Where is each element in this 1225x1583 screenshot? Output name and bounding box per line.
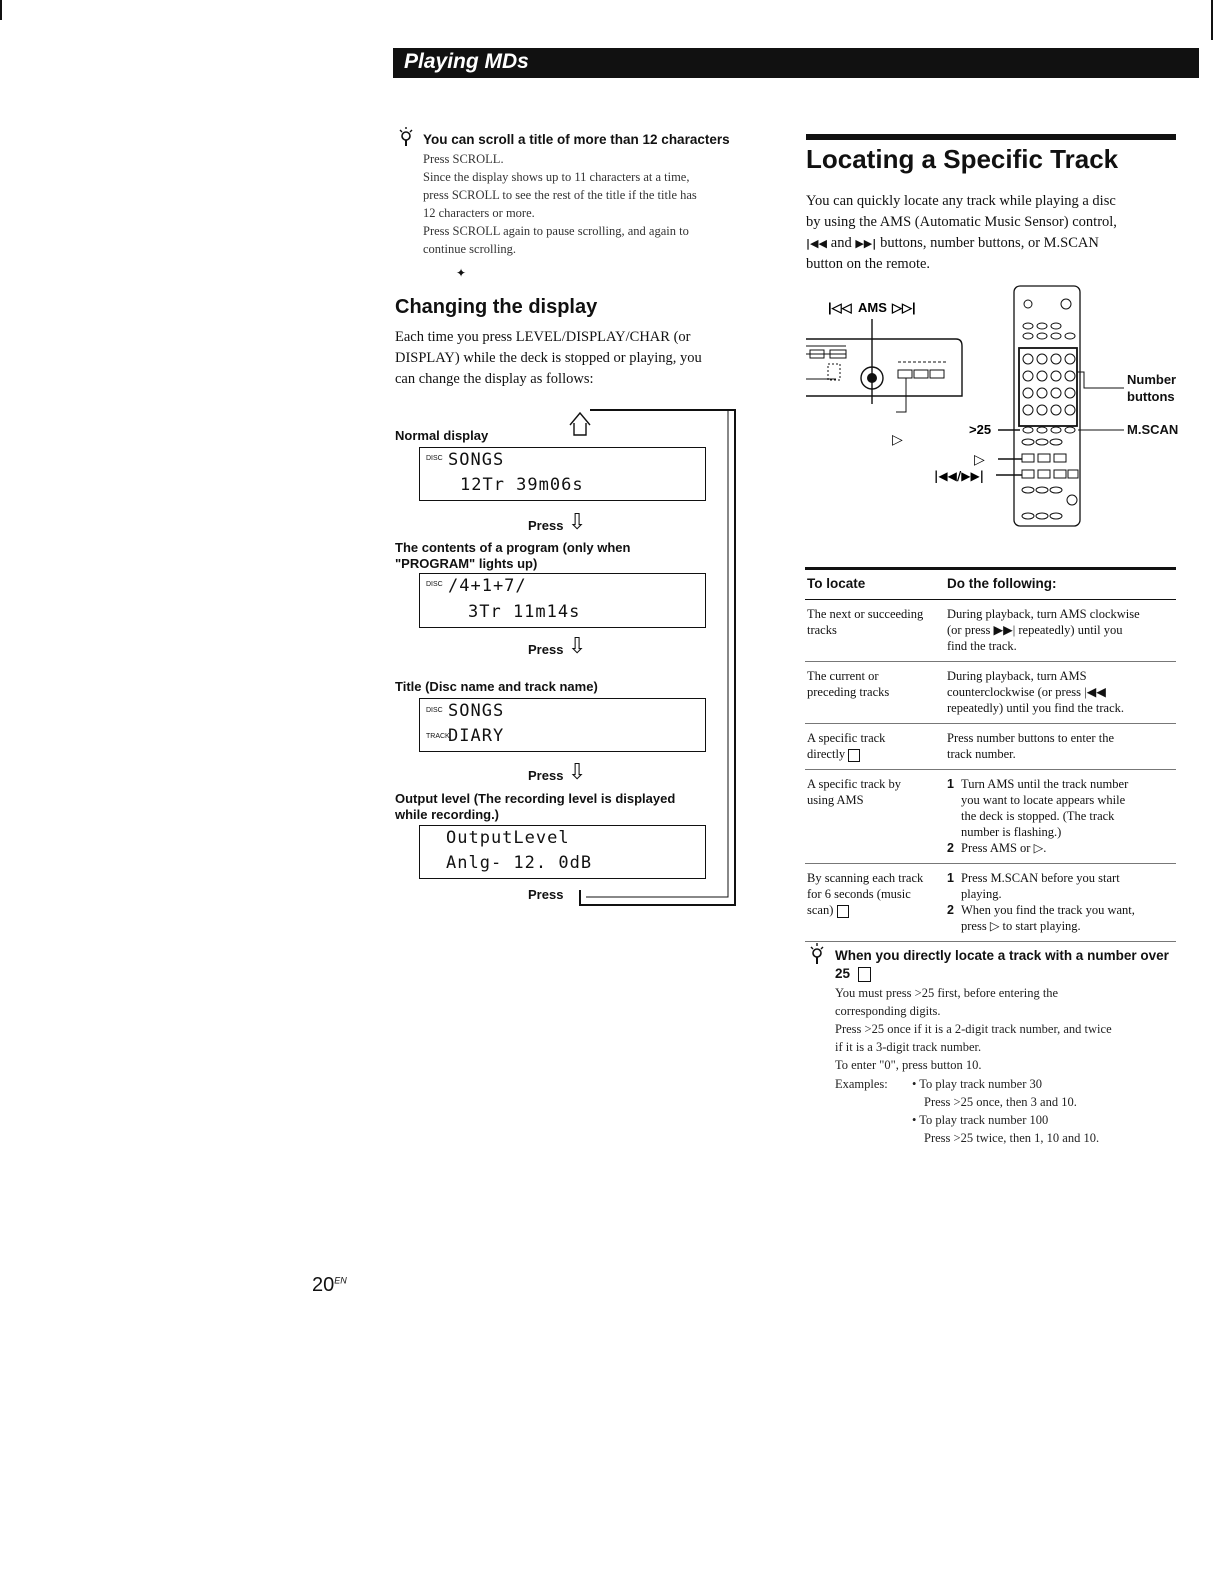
down-arrow-icon: ⇩ [568, 510, 587, 535]
examples-label: Examples: [835, 1077, 888, 1091]
step-label: Normal display [395, 428, 489, 443]
press-label: Press [528, 887, 564, 902]
page-edge-mark [1211, 0, 1213, 40]
lcd-display: DISC /4+1+7/ 3Tr 11m14s [419, 573, 706, 628]
svg-text:AMS: AMS [858, 300, 887, 315]
table-row: By scanning each track for 6 seconds (music scan) 1 Press M.SCAN before you start playing. 2 When you find the track you want, press ▷ to start playing. [805, 864, 1176, 942]
callout-label: buttons [1127, 389, 1175, 404]
remote-icon [848, 749, 860, 762]
table-row: The next or succeeding tracks During playback, turn AMS clockwise (or press ▶▶| repeatedly) until you find the track. [805, 600, 1176, 662]
tip-icon [397, 126, 415, 153]
end-mark: ✦ [456, 266, 467, 280]
press-label: Press [528, 642, 564, 657]
step-label: The contents of a program (only when [395, 540, 631, 555]
example-item: • To play track number 30 Press >25 once, then 3 and 10. • To play track number 100 Press >25 twice, then 1, 10 and 10. [912, 1077, 1100, 1145]
svg-text:>25: >25 [969, 422, 992, 437]
table-header: To locate [805, 569, 945, 600]
locate-table [805, 567, 1176, 942]
callout-label: M.SCAN [1127, 422, 1179, 437]
tip-icon [808, 942, 826, 971]
tip-body: Press SCROLL. Since the display shows up to 11 characters at a time, press SCROLL to see the rest of the title if the title has 12 characters or more. Press SCROLL again to pause scrolling, and again to continue scrolling. [423, 152, 697, 256]
svg-text:|◁◁: |◁◁ [828, 300, 852, 315]
tip-heading: 25 [835, 966, 871, 982]
svg-text:|◀◀/▶▶|: |◀◀/▶▶| [934, 469, 985, 483]
press-label: Press [528, 518, 564, 533]
remote-icon [837, 905, 849, 918]
callout-label: Number [1127, 372, 1177, 387]
lcd-display: OutputLevel Anlg- 12. 0dB [419, 825, 706, 879]
step-label: Title (Disc name and track name) [395, 679, 598, 694]
step-label: while recording.) [395, 807, 500, 822]
step-label: "PROGRAM" lights up) [395, 556, 538, 571]
tip-body: You must press >25 first, before entering the corresponding digits. Press >25 once if it is a 2-digit track number, and twice if it is a 3-digit track number. To enter "0", press button 10. [835, 986, 1112, 1072]
deck-remote-diagram [806, 284, 1182, 532]
page-number: $20^{EN}$ [312, 1274, 347, 1296]
svg-text:▷: ▷ [892, 432, 903, 448]
table-row: A specific track by using AMS 1 Turn AMS until the track number you want to locate appears while the deck is stopped. (The track number is flashing.) 2 Press AMS or ▷. [805, 770, 1176, 864]
section-heading: Changing the display [395, 296, 598, 318]
down-arrow-icon: ⇩ [568, 634, 587, 659]
section-body: You can quickly locate any track while playing a disc by using the AMS (Automatic Music Sensor) control, |◀◀ and ▶▶| buttons, number buttons, or M.SCAN button on the remote. [806, 193, 1117, 272]
tip-heading: You can scroll a title of more than 12 characters [423, 132, 730, 147]
tip-heading: When you directly locate a track with a number over [835, 948, 1169, 963]
svg-text:▷: ▷ [974, 452, 985, 468]
section-body: Each time you press LEVEL/DISPLAY/CHAR (or DISPLAY) while the deck is stopped or playing, you can change the display as follows: [395, 329, 702, 387]
table-row: A specific track directly Press number buttons to enter the track number. [805, 724, 1176, 770]
section-rule [806, 134, 1176, 140]
header-title: Playing MDs [404, 50, 529, 73]
table-row: The current or preceding tracks During playback, turn AMS counterclockwise (or press |◀◀ repeatedly) until you find the track. [805, 662, 1176, 724]
press-label: Press [528, 768, 564, 783]
down-arrow-icon: ⇩ [568, 760, 587, 785]
page-edge-mark [0, 0, 2, 20]
lcd-display: DISC SONGS TRACK DIARY [419, 698, 706, 752]
table-header: Do the following: [945, 569, 1176, 600]
section-heading: Locating a Specific Track [806, 144, 1119, 174]
remote-icon [858, 967, 871, 982]
lcd-display: DISC SONGS 12Tr 39m06s [419, 447, 706, 501]
svg-text:▷▷|: ▷▷| [892, 300, 916, 315]
step-label: Output level (The recording level is displayed [395, 791, 676, 806]
